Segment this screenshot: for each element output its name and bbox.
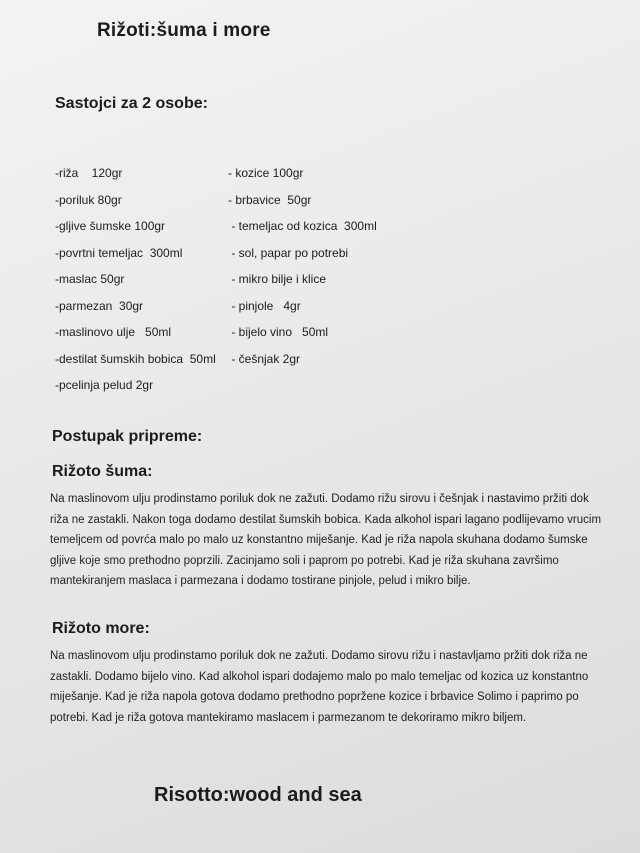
ingredient-item: -gljive šumske 100gr	[55, 219, 166, 233]
ingredient-item: -destilat šumskih bobica 50ml	[55, 351, 216, 366]
ingredient-item: -parmezan 30gr	[55, 298, 144, 313]
ingredient-item: -pcelinja pelud 2gr	[55, 378, 154, 392]
ingredient-item: -maslac 50gr	[55, 272, 125, 286]
ingredient-item: - češnjak 2gr	[228, 351, 301, 366]
ingredient-item: - brbavice 50gr	[228, 192, 312, 207]
section-text-suma: Na maslinovom ulju prodinstamo poriluk dok ne zažuti. Dodamo rižu sirovu i češnjak i nastavimo pržiti dok riža ne zastakli. Nakon toga dodamo destilat šumskih bobica. Kada alkohol ispari lagano podlijevamo vrucim temeljcem od povrća malo po malo uz konstantno miješanje. Kad je riža napola skuhana dodamo šumske gljive koje smo prethodno poprzili. Zacinjamo soli i paprom po potrebi. Kad je riža skuhana završimo mantekiranjem maslaca i parmezana i dodamo tostirane pinjole, pelud i mikro bilje.	[50, 493, 602, 587]
ingredient-item: -maslinovo ulje 50ml	[55, 325, 172, 339]
ingredient-item: - bijelo vino 50ml	[228, 325, 329, 339]
ingredient-item: - kozice 100gr	[228, 166, 304, 180]
ingredient-item: - pinjole 4gr	[228, 298, 301, 313]
ingredient-item: -povrtni temeljac 300ml	[55, 245, 183, 260]
ingredients-heading: Sastojci za 2 osobe:	[55, 95, 208, 112]
page-title: Rižoti:šuma i more	[97, 20, 271, 41]
ingredient-item: - temeljac od kozica 300ml	[228, 219, 377, 233]
ingredient-item: -riža 120gr	[55, 166, 123, 180]
section-heading-more: Rižoto more:	[52, 620, 150, 637]
ingredient-item: - sol, papar po potrebi	[228, 245, 349, 260]
ingredients-left-list	[55, 160, 230, 399]
ingredient-item: - mikro bilje i klice	[228, 272, 327, 286]
preparation-heading: Postupak pripreme:	[52, 428, 203, 445]
english-title: Risotto:wood and sea	[154, 784, 362, 806]
ingredient-item: -poriluk 80gr	[55, 192, 122, 207]
ingredients-right-list	[228, 160, 428, 372]
section-text-more: Na maslinovom ulju prodinstamo poriluk dok ne zažuti. Dodamo sirovu rižu i nastavljamo pržiti dok riža ne zastakli. Dodamo bijelo vino. Kad alkohol ispari dodajemo malo po malo temeljac od kozica uz konstantno miješanje. Kad je riža napola gotova dodamo prethodno popržene kozice i brbavice Solimo i paprimo po potrebi. Kad je riža gotova mantekiramo maslacem i parmezanom te dekoriramo mikro biljem.	[50, 650, 589, 724]
section-heading-suma: Rižoto šuma:	[52, 463, 153, 480]
